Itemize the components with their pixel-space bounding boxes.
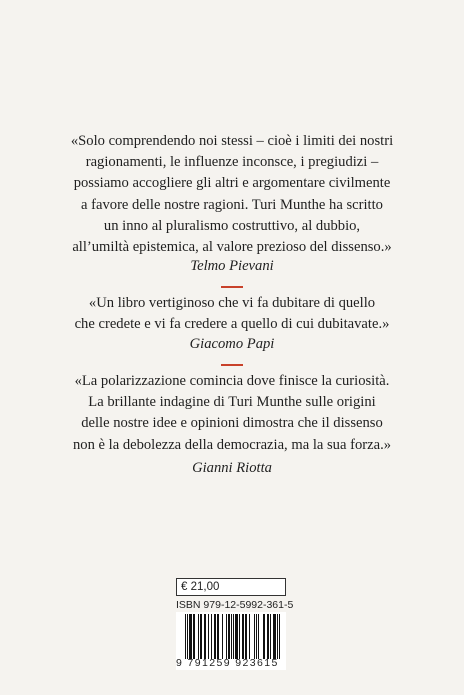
barcode-digits: 9 791259 923615 — [176, 657, 279, 669]
quote-line: un inno al pluralismo costruttivo, al dubbio, — [103, 217, 361, 234]
barcode-bar — [242, 614, 243, 659]
barcode-bar — [274, 614, 275, 659]
barcode-bar — [229, 614, 230, 659]
barcode-bar — [249, 614, 250, 659]
quote-line: «Solo comprendendo noi stessi – cioè i limiti dei nostri — [70, 133, 394, 149]
barcode-bar — [222, 614, 223, 659]
barcode-bar — [218, 614, 219, 659]
barcode-bar — [277, 614, 278, 659]
quote-author: Telmo Pievani — [190, 258, 274, 274]
barcode-bar — [231, 614, 232, 659]
barcode-bar — [267, 614, 268, 659]
quote-line: possiamo accogliere gli altri e argomentare civilmente — [73, 175, 391, 192]
barcode-bar — [191, 614, 192, 659]
divider — [221, 286, 243, 288]
barcode-bar — [193, 614, 194, 659]
barcode-bar — [264, 614, 265, 659]
price-label: € 21,00 — [181, 581, 220, 593]
barcode-bar — [208, 614, 209, 659]
barcode-bar — [275, 614, 276, 659]
barcode-bar — [239, 614, 240, 659]
quote-line: non è la debolezza della democrazia, ma la sua forza.» — [72, 436, 392, 453]
barcode-bar — [270, 614, 271, 659]
isbn-label: ISBN 979-12-5992-361-5 — [176, 599, 294, 611]
barcode-bar — [236, 614, 237, 659]
quote-riotta — [30, 371, 434, 456]
barcode-bar — [200, 614, 201, 659]
quote-line: delle nostre idee e opinioni dimostra che il dissenso — [81, 415, 383, 432]
barcode-bar — [268, 614, 269, 659]
quote-author: Gianni Riotta — [192, 460, 272, 476]
barcode-bar — [233, 614, 234, 659]
barcode-bar — [258, 614, 259, 659]
quote-author: Giacomo Papi — [189, 336, 275, 352]
barcode-bar — [201, 614, 202, 659]
quote-pievani — [30, 131, 434, 258]
barcode-bar — [204, 614, 205, 659]
quote-papi — [30, 293, 434, 335]
price-box — [176, 578, 286, 596]
barcode-bar — [198, 614, 199, 659]
barcode-bar — [228, 614, 229, 659]
barcode-bar — [187, 614, 188, 659]
barcode-bar — [254, 614, 255, 659]
barcode-bar — [214, 614, 215, 659]
barcode — [176, 612, 286, 670]
barcode-bar — [256, 614, 257, 659]
barcode-bar — [226, 614, 227, 659]
quote-line: «Un libro vertiginoso che vi fa dubitare di quello — [88, 295, 376, 311]
barcode-bar — [185, 614, 186, 659]
divider — [221, 364, 243, 366]
barcode-bar — [205, 614, 206, 659]
quote-line: all’umiltà epistemica, al valore prezioso del dissenso.» — [72, 239, 392, 256]
barcode-bar — [217, 614, 218, 659]
barcode-bar — [273, 614, 274, 659]
quote-line: La brillante indagine di Turi Munthe sulle origini — [88, 394, 376, 411]
barcode-bar — [246, 614, 247, 659]
barcode-bar — [190, 614, 191, 659]
barcode-bar — [211, 614, 212, 659]
quote-line: che credete e vi fa credere a quello di cui dubitavate.» — [74, 316, 390, 333]
barcode-bar — [189, 614, 190, 659]
quote-line: ragionamenti, le influenze inconsce, i pregiudizi – — [85, 154, 379, 171]
barcode-bar — [237, 614, 238, 659]
barcode-bar — [243, 614, 244, 659]
barcode-bar — [215, 614, 216, 659]
barcode-bar — [194, 614, 195, 659]
quote-line: «La polarizzazione comincia dove finisce la curiosità. — [74, 373, 390, 389]
barcode-bar — [263, 614, 264, 659]
barcode-bar — [279, 614, 280, 659]
quote-line: a favore delle nostre ragioni. Turi Munthe ha scritto — [81, 196, 383, 213]
barcode-bar — [235, 614, 236, 659]
barcode-bar — [245, 614, 246, 659]
